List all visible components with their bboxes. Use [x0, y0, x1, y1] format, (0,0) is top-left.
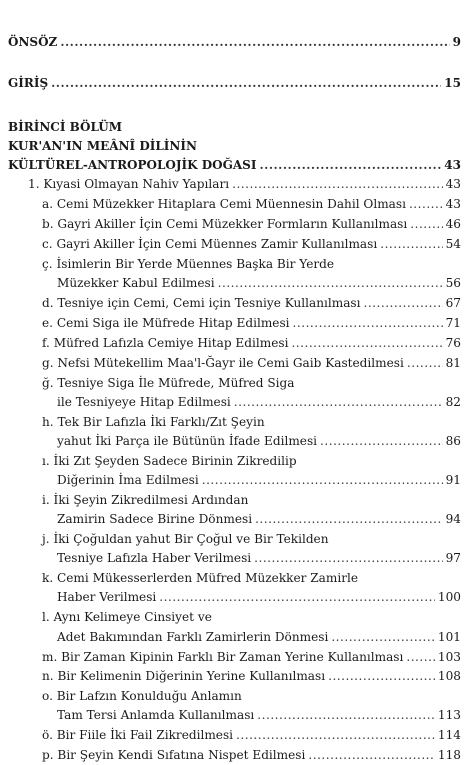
toc-entry	[0, 431, 471, 451]
toc-entry-page: 82	[445, 395, 461, 409]
toc-entry	[0, 745, 471, 765]
toc-entry-page: 97	[445, 551, 461, 565]
toc-entry-title: ç. İsimlerin Bir Yerde Müennes Başka Bir Yerde	[42, 257, 335, 271]
toc-entry-title: Müzekker Kabul Edilmesi	[57, 276, 215, 290]
toc-entry-page: 46	[445, 217, 461, 231]
toc-entry-page: 9	[452, 35, 461, 49]
toc-entry-page: 76	[445, 336, 461, 350]
dot-leader	[232, 174, 443, 194]
toc-entry	[0, 313, 471, 333]
dot-leader	[406, 647, 435, 667]
toc-entry-title: l. Aynı Kelimeye Cinsiyet ve	[42, 610, 212, 624]
toc-entry	[0, 607, 471, 627]
dot-leader	[60, 32, 449, 52]
toc-entry-title: a. Cemi Müzekker Hitaplara Cemi Müennesin Dahil Olması	[42, 197, 406, 211]
dot-leader	[320, 431, 443, 451]
toc-entry	[0, 254, 471, 274]
dot-leader	[331, 627, 435, 647]
dot-leader	[407, 353, 443, 373]
toc-entry-title: c. Gayri Akiller İçin Cemi Müennes Zamir Kullanılması	[42, 237, 378, 251]
toc-entry-page: 86	[445, 434, 461, 448]
toc-entry	[0, 470, 471, 490]
dot-leader	[159, 587, 435, 607]
toc-entry-title: b. Gayri Akiller İçin Cemi Müzekker Formların Kullanılması	[42, 217, 408, 231]
toc-entry	[0, 73, 471, 93]
dot-leader	[234, 392, 443, 412]
toc-entry-title: f. Müfred Lafızla Cemiye Hitap Edilmesi	[42, 336, 289, 350]
toc-entry	[0, 214, 471, 234]
toc-entry-title: 1. Kıyasi Olmayan Nahiv Yapıları	[28, 177, 230, 191]
dot-leader	[236, 725, 435, 745]
toc-entry-title: o. Bir Lafzın Konulduğu Anlamın	[42, 689, 242, 703]
dot-leader	[363, 293, 442, 313]
dot-leader	[380, 234, 442, 254]
toc-entry	[0, 117, 471, 137]
toc-entry-title: KÜLTÜREL-ANTROPOLOJİK DOĞASI	[8, 158, 257, 172]
toc-entry	[0, 412, 471, 432]
toc-entry-page: 71	[445, 316, 461, 330]
toc-entry-title: m. Bir Zaman Kipinin Farklı Bir Zaman Yerine Kullanılması	[42, 650, 404, 664]
toc-entry-title: ı. İki Zıt Şeyden Sadece Birinin Zikredilip	[42, 454, 297, 468]
toc-entry-page: 114	[437, 728, 461, 742]
dot-leader	[410, 214, 442, 234]
toc-entry-page: 15	[444, 76, 461, 90]
dot-leader	[254, 548, 442, 568]
toc-entry	[0, 234, 471, 254]
toc-entry	[0, 529, 471, 549]
toc-entry-title: j. İki Çoğuldan yahut Bir Çoğul ve Bir Tekilden	[42, 532, 329, 546]
toc-entry-title: yahut İki Parça ile Bütünün İfade Edilmesi	[57, 434, 318, 448]
toc-entry	[0, 392, 471, 412]
toc-entry-title: Tam Tersi Anlamda Kullanılması	[57, 708, 255, 722]
toc-entry-page: 101	[437, 630, 461, 644]
toc-entry	[0, 666, 471, 686]
toc-entry	[0, 627, 471, 647]
toc-entry-title: Adet Bakımından Farklı Zamirlerin Dönmesi	[57, 630, 329, 644]
dot-leader	[409, 194, 443, 214]
toc-entry	[0, 194, 471, 214]
toc-entry-title: Haber Verilmesi	[57, 590, 157, 604]
toc-entry-title: e. Cemi Siga ile Müfrede Hitap Edilmesi	[42, 316, 290, 330]
toc-entry-page: 54	[445, 237, 461, 251]
toc-entry-page: 91	[445, 473, 461, 487]
toc-entry	[0, 451, 471, 471]
toc-entry-title: n. Bir Kelimenin Diğerinin Yerine Kullanılması	[42, 669, 326, 683]
dot-leader	[259, 155, 441, 175]
toc-entry	[0, 587, 471, 607]
dot-leader	[257, 705, 435, 725]
dot-leader	[293, 313, 443, 333]
toc-entry-page: 43	[445, 197, 461, 211]
toc-entry	[0, 705, 471, 725]
dot-leader	[218, 273, 443, 293]
toc-entry-title: p. Bir Şeyin Kendi Sıfatına Nispet Edilmesi	[42, 748, 306, 762]
toc-entry	[0, 568, 471, 588]
toc-entry-title: i. İki Şeyin Zikredilmesi Ardından	[42, 493, 249, 507]
toc-entry-title: ile Tesniyeye Hitap Edilmesi	[57, 395, 231, 409]
toc-entry-page: 43	[445, 177, 461, 191]
toc-entry-page: 113	[437, 708, 461, 722]
toc-entry-page: 81	[445, 356, 461, 370]
toc-entry-page: 108	[437, 669, 461, 683]
toc-entry	[0, 333, 471, 353]
toc-entry-page: 103	[437, 650, 461, 664]
toc-entry	[0, 647, 471, 667]
toc-entry	[0, 155, 471, 175]
toc-entry-page: 94	[445, 512, 461, 526]
toc-entry	[0, 293, 471, 313]
toc-entry	[0, 273, 471, 293]
dot-leader	[308, 745, 435, 765]
toc-entry	[0, 373, 471, 393]
toc-entry-title: ğ. Tesniye Siga İle Müfrede, Müfred Siga	[42, 376, 295, 390]
toc-entry	[0, 686, 471, 706]
toc-entry	[0, 548, 471, 568]
toc-entry-title: g. Nefsi Mütekellim Maa'l-Ğayr ile Cemi Gaib Kastedilmesi	[42, 356, 404, 370]
toc-entry-page: 118	[437, 748, 461, 762]
toc-entry-page: 67	[445, 296, 461, 310]
toc-entry-title: Tesniye Lafızla Haber Verilmesi	[57, 551, 252, 565]
dot-leader	[328, 666, 435, 686]
dot-leader	[255, 509, 443, 529]
toc-entry-title: d. Tesniye için Cemi, Cemi için Tesniye Kullanılması	[42, 296, 361, 310]
toc-entry-title: BİRİNCİ BÖLÜM	[8, 120, 122, 134]
toc-entry-title: k. Cemi Mükesserlerden Müfred Müzekker Zamirle	[42, 571, 359, 585]
toc-entry-title: KUR'AN'IN MEÂNÎ DİLİNİN	[8, 139, 197, 153]
toc-entry	[0, 32, 471, 52]
toc-entry-title: GİRİŞ	[8, 76, 49, 90]
toc-entry-page: 56	[445, 276, 461, 290]
toc-entry-title: Diğerinin İma Edilmesi	[57, 473, 199, 487]
toc-entry	[0, 174, 471, 194]
dot-leader	[291, 333, 442, 353]
dot-leader	[202, 470, 443, 490]
toc-entry	[0, 725, 471, 745]
toc-entry-title: h. Tek Bir Lafızla İki Farklı/Zıt Şeyin	[42, 415, 265, 429]
toc-entry	[0, 353, 471, 373]
toc-entry-title: ÖNSÖZ	[8, 35, 58, 49]
toc-entry-page: 43	[444, 158, 461, 172]
toc-entry-title: ö. Bir Fiile İki Fail Zikredilmesi	[42, 728, 234, 742]
toc-entry-title: Zamirin Sadece Birine Dönmesi	[57, 512, 253, 526]
toc-entry	[0, 136, 471, 156]
toc-entry	[0, 509, 471, 529]
dot-leader	[51, 73, 441, 93]
toc-entry-page: 100	[437, 590, 461, 604]
toc-entry	[0, 490, 471, 510]
